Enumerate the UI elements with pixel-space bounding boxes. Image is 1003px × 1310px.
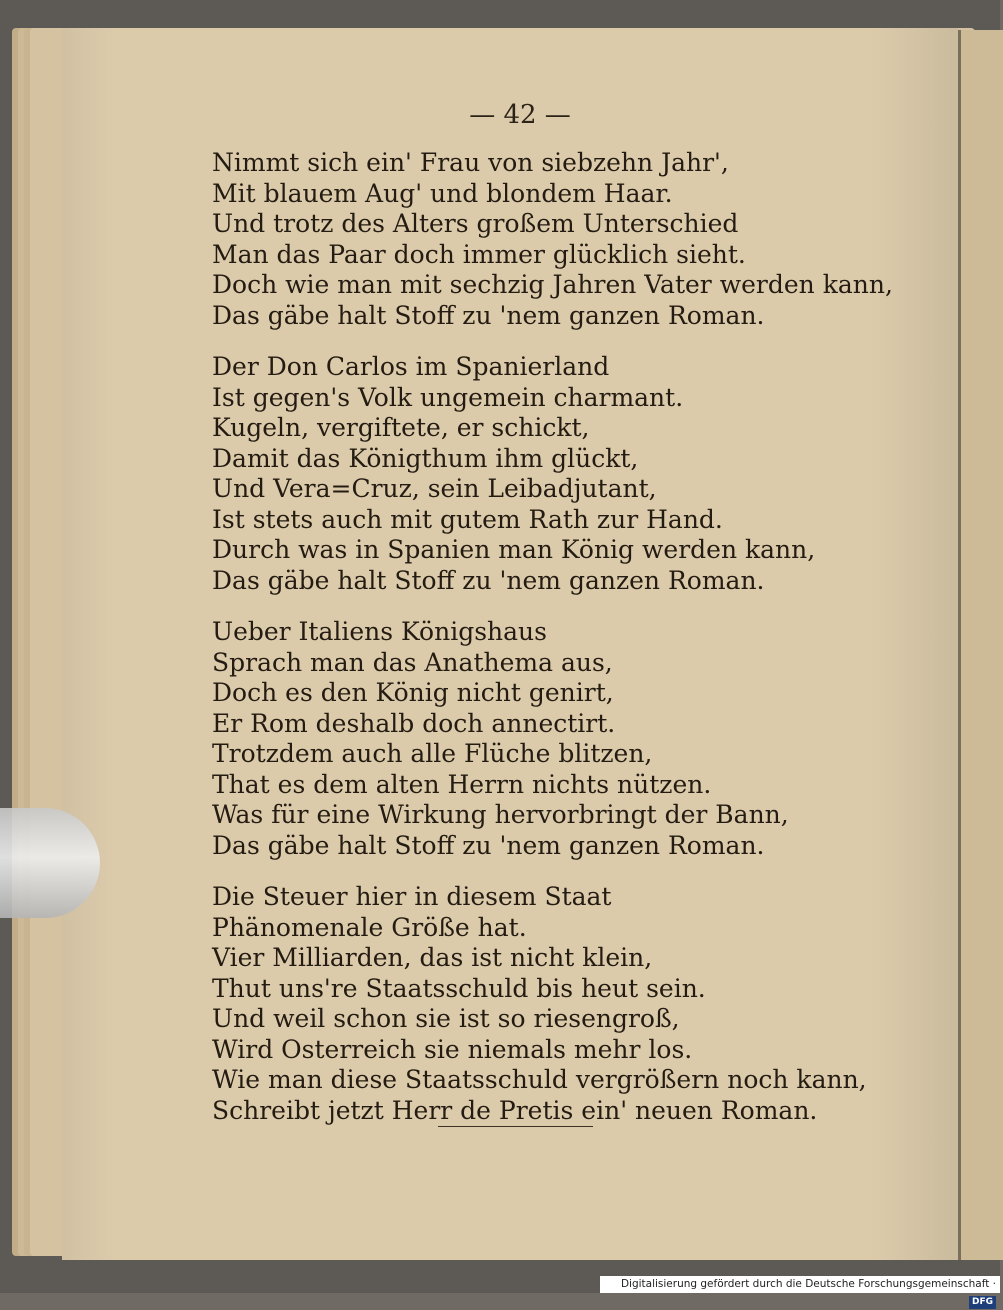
stanza: [212, 617, 852, 861]
poem-line: Ist stets auch mit gutem Rath zur Hand.: [212, 504, 723, 534]
poem-line: That es dem alten Herrn nichts nützen.: [212, 769, 712, 799]
poem-line: Das gäbe halt Stoff zu 'nem ganzen Roman.: [212, 565, 765, 595]
credit-text: Digitalisierung gefördert durch die Deutsche Forschungsgemeinschaft ·: [620, 1278, 996, 1290]
poem-line: Was für eine Wirkung hervorbringt der Bann,: [212, 800, 789, 829]
digitization-credit: [600, 1276, 1000, 1307]
poem-line: Trotzdem auch alle Flüche blitzen,: [212, 739, 653, 768]
poem-line: Kugeln, vergiftete, er schickt,: [212, 413, 590, 442]
poem-line: Und weil schon sie ist so riesengroß,: [212, 1004, 680, 1033]
poem-line: Phänomenale Größe hat.: [212, 912, 527, 942]
stanza: [212, 352, 852, 596]
poem-line: Nimmt sich ein' Frau von siebzehn Jahr',: [212, 148, 729, 177]
poem-line: Der Don Carlos im Spanierland: [212, 352, 610, 381]
poem-line: Er Rom deshalb doch annectirt.: [212, 708, 616, 738]
poem-line: Sprach man das Anathema aus,: [212, 647, 613, 677]
poem-line: Ist gegen's Volk ungemein charmant.: [212, 382, 684, 412]
poem-line: Man das Paar doch immer glücklich sieht.: [212, 239, 746, 269]
poem-line: Wird Osterreich sie niemals mehr los.: [212, 1034, 693, 1064]
poem-line: Vier Milliarden, das ist nicht klein,: [212, 943, 653, 972]
poem-line: Thut uns're Staatsschuld bis heut sein.: [212, 973, 706, 1003]
poem-line: Und trotz des Alters großem Unterschied: [212, 209, 739, 238]
poem-line: Damit das Königthum ihm glückt,: [212, 443, 639, 473]
stanza: [212, 882, 867, 1126]
poem-line: Doch wie man mit sechzig Jahren Vater werden kann,: [212, 270, 893, 299]
stanza: [212, 148, 893, 331]
poem-line: Durch was in Spanien man König werden kann,: [212, 535, 816, 564]
facing-page-edge: [958, 30, 1003, 1260]
poem-line: Das gäbe halt Stoff zu 'nem ganzen Roman.: [212, 300, 765, 330]
poem-line: Mit blauem Aug' und blondem Haar.: [212, 178, 673, 208]
dfg-logo-icon: DFG: [969, 1296, 996, 1309]
poem-line: Schreibt jetzt Herr de Pretis ein' neuen Roman.: [212, 1095, 818, 1125]
poem-line: Doch es den König nicht genirt,: [212, 678, 614, 707]
poem-text: [212, 148, 893, 1147]
closing-rule: [438, 1126, 593, 1127]
poem-line: Wie man diese Staatsschuld vergrößern noch kann,: [212, 1065, 867, 1094]
poem-line: Ueber Italiens Königshaus: [212, 617, 547, 646]
page-number: — 42 —: [469, 100, 571, 130]
poem-line: Die Steuer hier in diesem Staat: [212, 882, 612, 911]
poem-line: Das gäbe halt Stoff zu 'nem ganzen Roman.: [212, 830, 765, 860]
poem-line: Und Vera=Cruz, sein Leibadjutant,: [212, 474, 657, 503]
